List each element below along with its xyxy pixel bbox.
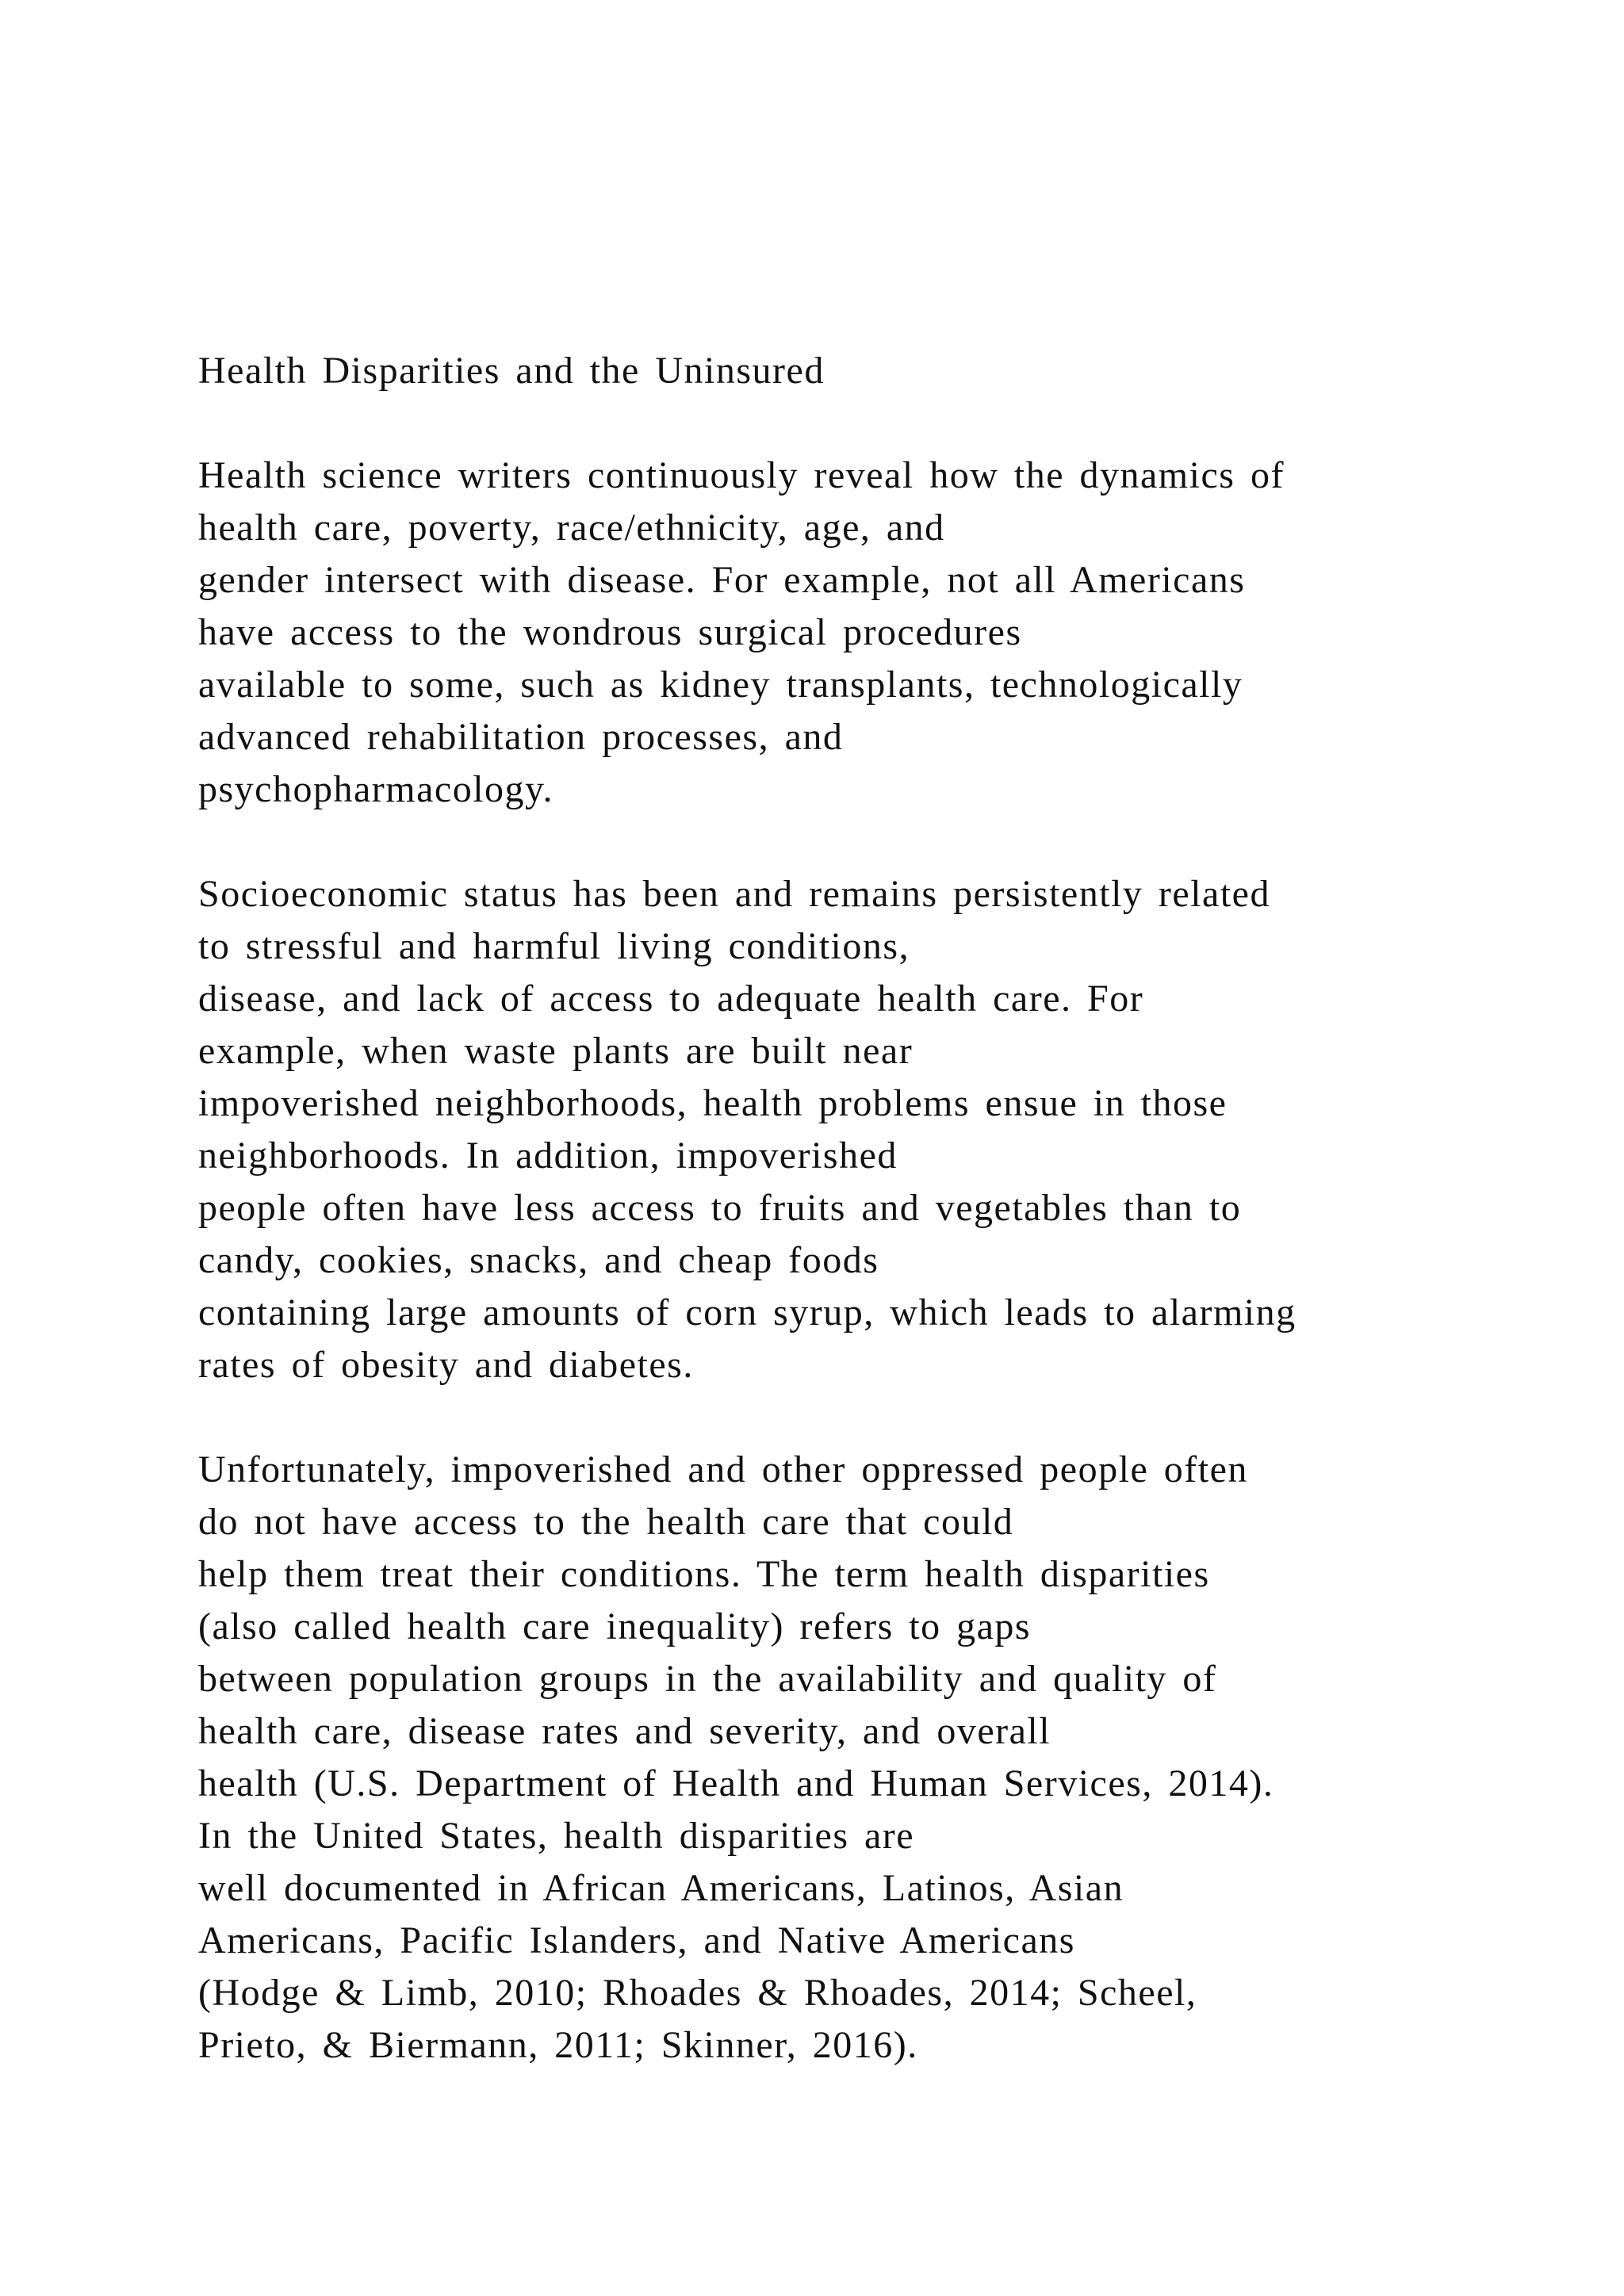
paragraph-line: rates of obesity and diabetes. <box>198 1344 694 1386</box>
paragraph-line: In the United States, health disparities are <box>198 1815 915 1857</box>
document-body <box>198 345 1546 2072</box>
paragraph-line: Health science writers continuously reveal how the dynamics of <box>198 454 1285 496</box>
paragraph-line: neighborhoods. In addition, impoverished <box>198 1135 898 1177</box>
paragraph-line: Prieto, & Biermann, 2011; Skinner, 2016). <box>198 2024 918 2066</box>
paragraph-spacer <box>198 1391 1546 1444</box>
paragraph-line: Americans, Pacific Islanders, and Native Americans <box>198 1919 1075 1961</box>
paragraph-line: people often have less access to fruits and vegetables than to <box>198 1187 1242 1229</box>
document-title: Health Disparities and the Uninsured <box>198 350 825 392</box>
paragraph-line: advanced rehabilitation processes, and <box>198 716 844 758</box>
paragraph-line: gender intersect with disease. For example, not all Americans <box>198 559 1246 601</box>
paragraph-line: to stressful and harmful living conditions, <box>198 925 910 967</box>
paragraph-1 <box>198 450 1546 816</box>
paragraph-3 <box>198 1444 1546 2072</box>
paragraph-line: between population groups in the availability and quality of <box>198 1658 1217 1700</box>
paragraph-line: disease, and lack of access to adequate health care. For <box>198 978 1144 1020</box>
paragraph-line: available to some, such as kidney transplants, technologically <box>198 664 1243 706</box>
paragraph-line: do not have access to the health care that could <box>198 1501 1014 1543</box>
paragraph-spacer <box>198 397 1546 450</box>
paragraph-line: Socioeconomic status has been and remains persistently related <box>198 873 1270 915</box>
paragraph-line: containing large amounts of corn syrup, which leads to alarming <box>198 1292 1297 1334</box>
paragraph-line: (also called health care inequality) refers to gaps <box>198 1605 1032 1647</box>
paragraph-line: impoverished neighborhoods, health problems ensue in those <box>198 1082 1228 1124</box>
paragraph-line: example, when waste plants are built near <box>198 1030 914 1072</box>
paragraph-line: health (U.S. Department of Health and Human Services, 2014). <box>198 1762 1274 1804</box>
paragraph-line: help them treat their conditions. The term health disparities <box>198 1553 1210 1595</box>
paragraph-line: (Hodge & Limb, 2010; Rhoades & Rhoades, 2014; Scheel, <box>198 1972 1197 2014</box>
paragraph-spacer <box>198 816 1546 868</box>
paragraph-line: health care, disease rates and severity, and overall <box>198 1710 1051 1752</box>
paragraph-2 <box>198 868 1546 1391</box>
paragraph-line: well documented in African Americans, Latinos, Asian <box>198 1867 1124 1909</box>
paragraph-line: Unfortunately, impoverished and other oppressed people often <box>198 1448 1248 1490</box>
paragraph-line: candy, cookies, snacks, and cheap foods <box>198 1239 879 1281</box>
paragraph-line: have access to the wondrous surgical procedures <box>198 611 1022 653</box>
paragraph-line: health care, poverty, race/ethnicity, age, and <box>198 507 945 549</box>
paragraph-line: psychopharmacology. <box>198 768 553 810</box>
